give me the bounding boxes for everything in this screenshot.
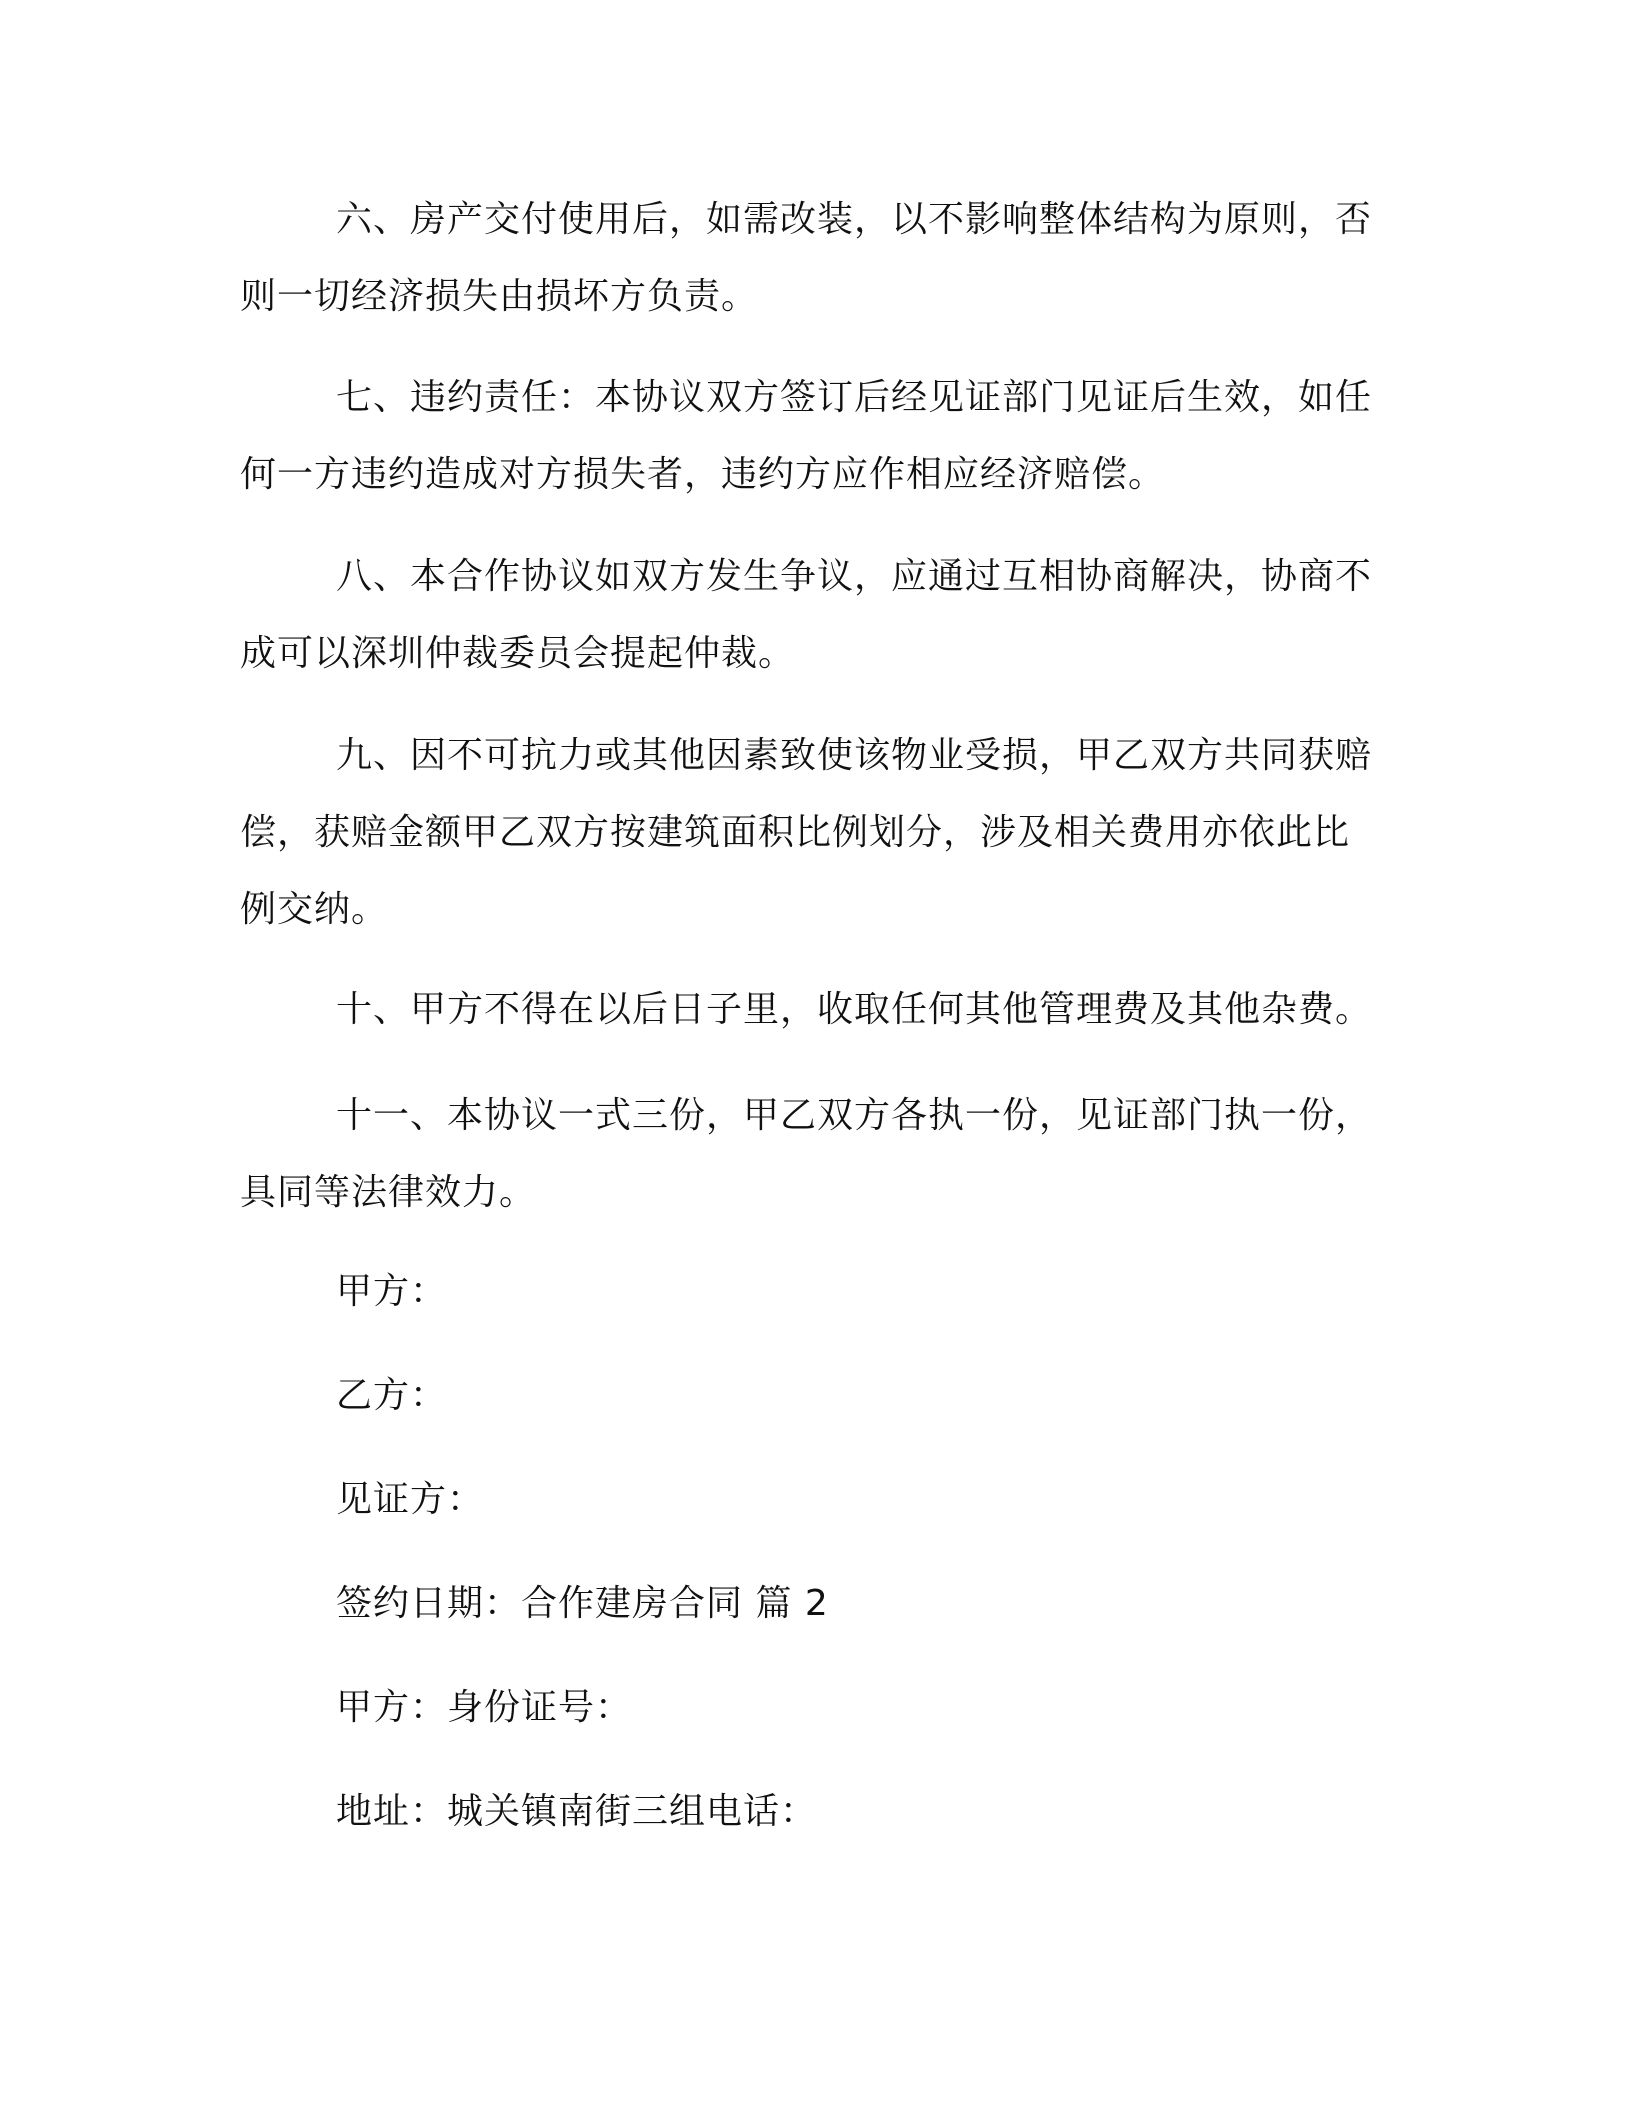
address-phone-field: 地址：城关镇南街三组电话：: [336, 1791, 818, 1832]
witness-field: 见证方：: [336, 1479, 485, 1520]
signing-date-field: 签约日期：合作建房合同 篇 2: [336, 1583, 829, 1624]
party-a-id-field: 甲方：身份证号：: [336, 1687, 633, 1728]
party-b-field: 乙方：: [336, 1375, 448, 1416]
party-a-field: 甲方：: [336, 1271, 448, 1312]
clause-6: 六、房产交付使用后，如需改装，以不影响整体结构为原则，否则一切经济损失由损坏方负责。: [240, 199, 1373, 317]
clause-7: 七、违约责任：本协议双方签订后经见证部门见证后生效，如任何一方违约造成对方损失者，违约方应作相应经济赔偿。: [240, 377, 1373, 495]
clause-11: 十一、本协议一式三份，甲乙双方各执一份，见证部门执一份，具同等法律效力。: [240, 1095, 1373, 1213]
clause-8: 八、本合作协议如双方发生争议，应通过互相协商解决，协商不成可以深圳仲裁委员会提起仲裁。: [240, 556, 1373, 674]
clause-10: 十、甲方不得在以后日子里，收取任何其他管理费及其他杂费。: [336, 989, 1373, 1030]
clause-9: 九、因不可抗力或其他因素致使该物业受损，甲乙双方共同获赔偿，获赔金额甲乙双方按建筑面积比例划分，涉及相关费用亦依此比例交纳。: [240, 735, 1373, 930]
